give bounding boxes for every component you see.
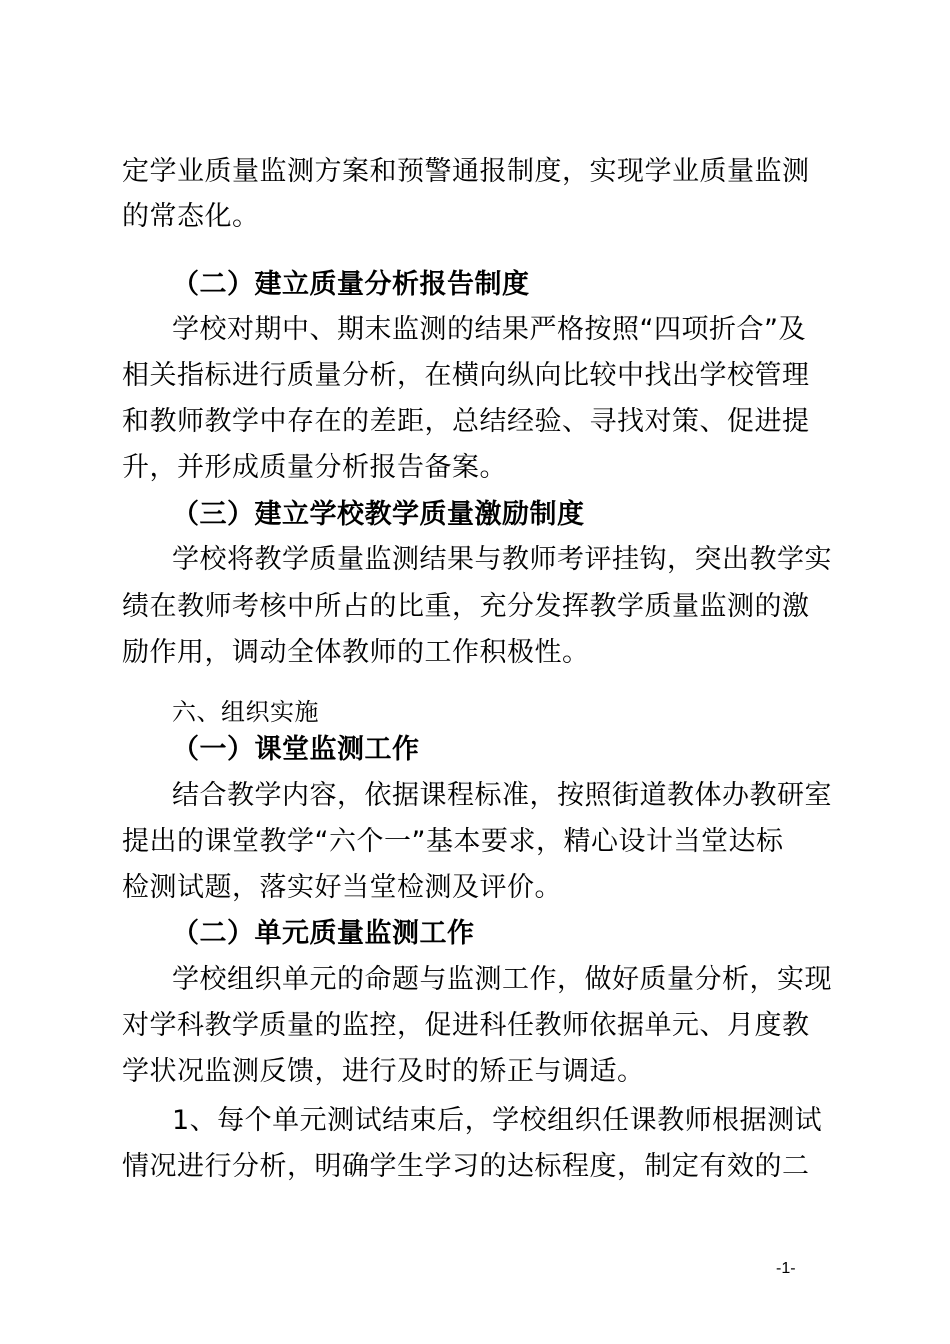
section-heading: （三）建立学校教学质量激励制度 xyxy=(172,499,585,530)
paragraph-first-line: 学校对期中、期末监测的结果严格按照“四项折合”及 xyxy=(172,314,806,345)
body-text-line: 升，并形成质量分析报告备案。 xyxy=(122,452,507,483)
body-text-line: 学状况监测反馈，进行及时的矫正与调适。 xyxy=(122,1056,645,1087)
paragraph-first-line: 学校组织单元的命题与监测工作，做好质量分析，实现 xyxy=(172,964,832,995)
paragraph-first-line: 结合教学内容，依据课程标准，按照街道教体办教研室 xyxy=(172,780,832,811)
body-text-line: 提出的课堂教学“六个一”基本要求，精心设计当堂达标 xyxy=(122,826,784,857)
body-text-line: 对学科教学质量的监控，促进科任教师依据单元、月度教 xyxy=(122,1010,810,1041)
section-heading: （二）单元质量监测工作 xyxy=(172,918,475,949)
chapter-heading: 六、组织实施 xyxy=(172,698,319,726)
body-text-line: 励作用，调动全体教师的工作积极性。 xyxy=(122,637,590,668)
body-text-line: 相关指标进行质量分析，在横向纵向比较中找出学校管理 xyxy=(122,360,810,391)
body-text-line: 和教师教学中存在的差距，总结经验、寻找对策、促进提 xyxy=(122,406,810,437)
body-text-line: 检测试题，落实好当堂检测及评价。 xyxy=(122,872,562,903)
page-number: -1- xyxy=(776,1260,796,1277)
body-text-line: 情况进行分析，明确学生学习的达标程度，制定有效的二 xyxy=(122,1151,810,1182)
body-text-line: 的常态化。 xyxy=(122,201,260,232)
paragraph-first-line: 学校将教学质量监测结果与教师考评挂钩，突出教学实 xyxy=(172,544,832,575)
section-heading: （二）建立质量分析报告制度 xyxy=(172,269,530,300)
body-text-line: 定学业质量监测方案和预警通报制度，实现学业质量监测 xyxy=(122,156,810,187)
section-heading: （一）课堂监测工作 xyxy=(172,734,420,765)
body-text-line: 绩在教师考核中所占的比重，充分发挥教学质量监测的激 xyxy=(122,591,810,622)
paragraph-first-line: 1、每个单元测试结束后，学校组织任课教师根据测试 xyxy=(172,1105,823,1136)
